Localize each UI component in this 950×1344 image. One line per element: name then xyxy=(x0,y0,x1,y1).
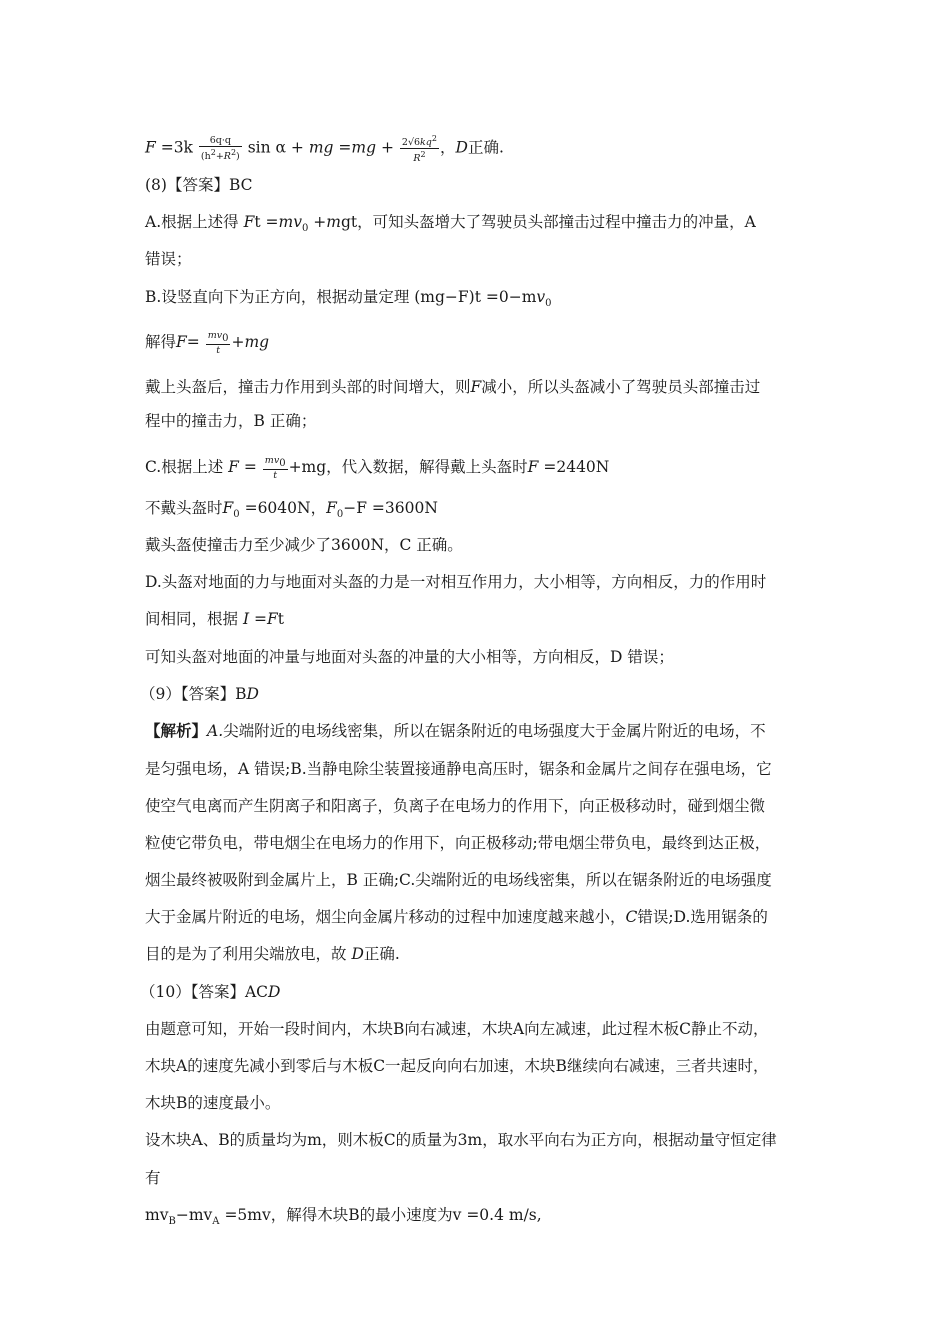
fraction-numerator xyxy=(263,455,288,470)
text: C.根据上述 xyxy=(145,457,229,476)
formula-momentum xyxy=(145,1205,542,1232)
analysis-9-line-7 xyxy=(145,944,400,964)
text: sin α + xyxy=(247,138,304,157)
exponent: 2 xyxy=(431,134,437,143)
text: ， xyxy=(439,138,456,157)
paragraph-8h: 可知头盔对地面的冲量与地面对头盔的冲量的大小相等，方向相反，D 错误； xyxy=(145,648,674,666)
subscript: A xyxy=(212,1216,220,1228)
exponent: 2 xyxy=(420,150,426,160)
paragraph-8c xyxy=(145,377,760,397)
fraction-denominator xyxy=(206,345,231,356)
paragraph-8b xyxy=(145,287,552,314)
fraction-denominator xyxy=(199,147,242,162)
var-R: R xyxy=(223,151,231,163)
var-mg: mg xyxy=(351,138,377,157)
text: B.设竖直向下为正方向，根据动量定理 xyxy=(145,288,415,306)
formula-solve-F xyxy=(145,330,269,356)
text: = xyxy=(238,457,257,476)
text: gt，可知头盔增大了驾驶员头部撞击过程中撞击力的冲量，A xyxy=(340,213,756,231)
text: + xyxy=(231,332,245,351)
text: 尖端附近的电场线密集，所以在锯条附近的电场强度大于金属片附近的电场，不 xyxy=(223,722,766,740)
var-F: F xyxy=(470,378,482,396)
fraction-denominator xyxy=(400,149,439,164)
analysis-9-line-5: 烟尘最终被吸附到金属片上，B 正确;C.尖端附近的电场线密集，所以在锯条附近的电场强度 xyxy=(145,871,772,889)
answer-10-heading xyxy=(140,982,280,1002)
subscript: 0 xyxy=(279,457,286,469)
option-C: C xyxy=(625,908,638,926)
subscript: 0 xyxy=(301,223,309,235)
option-D: D xyxy=(246,685,259,703)
text: =2440N xyxy=(538,457,610,476)
text: = xyxy=(249,610,267,628)
var-F: F xyxy=(527,457,539,476)
exponent: 2 xyxy=(230,148,237,158)
fraction-numerator xyxy=(199,135,242,147)
paragraph-8g: D.头盔对地面的力与地面对头盔的力是一对相互作用力，大小相等，方向相反，力的作用时 xyxy=(145,573,767,591)
var-mg: mg xyxy=(308,138,334,157)
paragraph-10a-cont-1: 木块A的速度先减小到零后与木板C一起反向向右加速，木块B继续向右减速，三者共速时， xyxy=(145,1057,769,1075)
paragraph-10a-cont-2: 木块B的速度最小。 xyxy=(145,1094,281,1112)
var-F: F xyxy=(145,138,156,157)
text: mv xyxy=(145,1206,169,1224)
option-D: D xyxy=(351,945,364,963)
fraction-mv0-t xyxy=(263,455,288,481)
text: (mg−F)t =0−m xyxy=(414,288,537,306)
subscript: 0 xyxy=(545,298,552,310)
var-F: F xyxy=(243,213,255,231)
var-v: v xyxy=(216,330,223,341)
text: 减小，所以头盔减小了驾驶员头部撞击过 xyxy=(481,378,761,396)
text: −F =3600N xyxy=(343,499,438,517)
text: + xyxy=(380,138,394,157)
text: +mg，代入数据，解得戴上头盔时 xyxy=(288,457,528,476)
text: =6040N， xyxy=(239,499,327,517)
text: + xyxy=(308,213,327,231)
fraction-coulomb xyxy=(199,135,242,162)
text: 大于金属片附近的电场，烟尘向金属片移动的过程中加速度越来越小， xyxy=(145,908,626,926)
var-m: m xyxy=(207,330,217,341)
text: 2 xyxy=(401,137,408,149)
text: ) xyxy=(236,151,240,163)
subscript: 0 xyxy=(233,509,240,521)
var-v: v xyxy=(273,455,280,466)
paragraph-8a-cont: 错误； xyxy=(145,250,192,268)
text: = xyxy=(186,332,200,351)
fraction-numerator xyxy=(206,330,231,345)
analysis-9-line-6 xyxy=(145,907,768,927)
text: √6 xyxy=(407,137,421,149)
text: 不戴头盔时 xyxy=(145,499,223,517)
text: （9）【答案】B xyxy=(140,685,247,703)
var-t: t xyxy=(273,469,278,481)
analysis-9-line-3: 使空气电离而产生阴离子和阳离子，负离子在电场力的作用下，向正极移动时，碰到烟尘微 xyxy=(145,797,766,815)
answer-9-heading xyxy=(140,684,259,704)
text: 解得 xyxy=(145,332,177,351)
var-t: t xyxy=(216,344,221,356)
var-R: R xyxy=(413,153,421,165)
text: 正确. xyxy=(467,138,504,157)
var-v: v xyxy=(536,288,546,306)
text: 错误;D.选用锯条的 xyxy=(637,908,768,926)
paragraph-10a: 由题意可知，开始一段时间内，木块B向右减速，木块A向左减速，此过程木板C静止不动， xyxy=(145,1020,769,1038)
paragraph-8f: 戴头盔使撞击力至少减少了3600N，C 正确。 xyxy=(145,536,463,554)
var-F: F xyxy=(266,610,278,628)
paragraph-8d xyxy=(145,455,609,481)
analysis-9-line-4: 粒使它带负电，带电烟尘在电场力的作用下，向正极移动;带电烟尘带负电，最终到达正极， xyxy=(145,834,771,852)
var-m: m xyxy=(326,213,341,231)
text: t xyxy=(277,610,284,628)
text: −mv xyxy=(175,1206,213,1224)
paragraph-8a xyxy=(145,212,756,239)
text: t = xyxy=(254,213,279,231)
analysis-9-line-1 xyxy=(145,721,766,741)
text: =3k xyxy=(160,138,193,157)
subscript: 0 xyxy=(222,332,229,344)
text: 6q·q xyxy=(209,135,231,147)
analysis-9-line-2: 是匀强电场，A 错误;B.当静电除尘装置接通静电高压时，锯条和金属片之间存在强电场，它 xyxy=(145,760,772,778)
analysis-label: 【解析】 xyxy=(145,721,208,740)
paragraph-8e xyxy=(145,498,438,525)
text: 目的是为了利用尖端放电，故 xyxy=(145,945,352,963)
text: + xyxy=(215,151,224,163)
text: 正确. xyxy=(363,945,400,963)
option-D: D xyxy=(455,138,468,157)
var-F: F xyxy=(228,457,239,476)
paragraph-8c-cont: 程中的撞击力，B 正确； xyxy=(145,412,317,430)
subscript: 0 xyxy=(336,509,344,521)
text: 戴上头盔后，撞击力作用到头部的时间增大，则 xyxy=(145,378,471,396)
option-D: D xyxy=(268,983,281,1001)
paragraph-10b: 设木块A、B的质量均为m，则木板C的质量为3m，取水平向右为正方向，根据动量守恒定律 xyxy=(145,1131,777,1149)
answer-8-heading: (8)【答案】BC xyxy=(145,176,253,194)
subscript: B xyxy=(168,1216,176,1228)
var-m: m xyxy=(264,455,274,466)
paragraph-10b-cont: 有 xyxy=(145,1169,161,1187)
var-F: F xyxy=(222,499,234,517)
paragraph-8g-cont xyxy=(145,609,284,629)
var-m: m xyxy=(278,213,294,231)
fraction-mv0-t xyxy=(206,330,231,356)
exponent: 2 xyxy=(210,148,216,158)
text: （10）【答案】AC xyxy=(140,983,269,1001)
text: = xyxy=(338,138,352,157)
text: (h xyxy=(200,151,211,163)
var-mg: mg xyxy=(244,332,270,351)
text: =5mv，解得木块B的最小速度为v =0.4 m/s, xyxy=(219,1206,542,1224)
var-v: v xyxy=(293,213,302,231)
option-A: A. xyxy=(207,722,224,740)
fraction-numerator xyxy=(400,133,439,149)
text: 间相同，根据 xyxy=(145,610,243,628)
var-I: I xyxy=(242,610,250,628)
formula-line-1 xyxy=(145,133,504,164)
text: A.根据上述得 xyxy=(145,213,244,231)
fraction-result xyxy=(400,133,439,164)
var-F: F xyxy=(176,332,187,351)
text: kq xyxy=(420,137,432,149)
fraction-denominator xyxy=(263,470,288,481)
var-F: F xyxy=(326,499,337,517)
